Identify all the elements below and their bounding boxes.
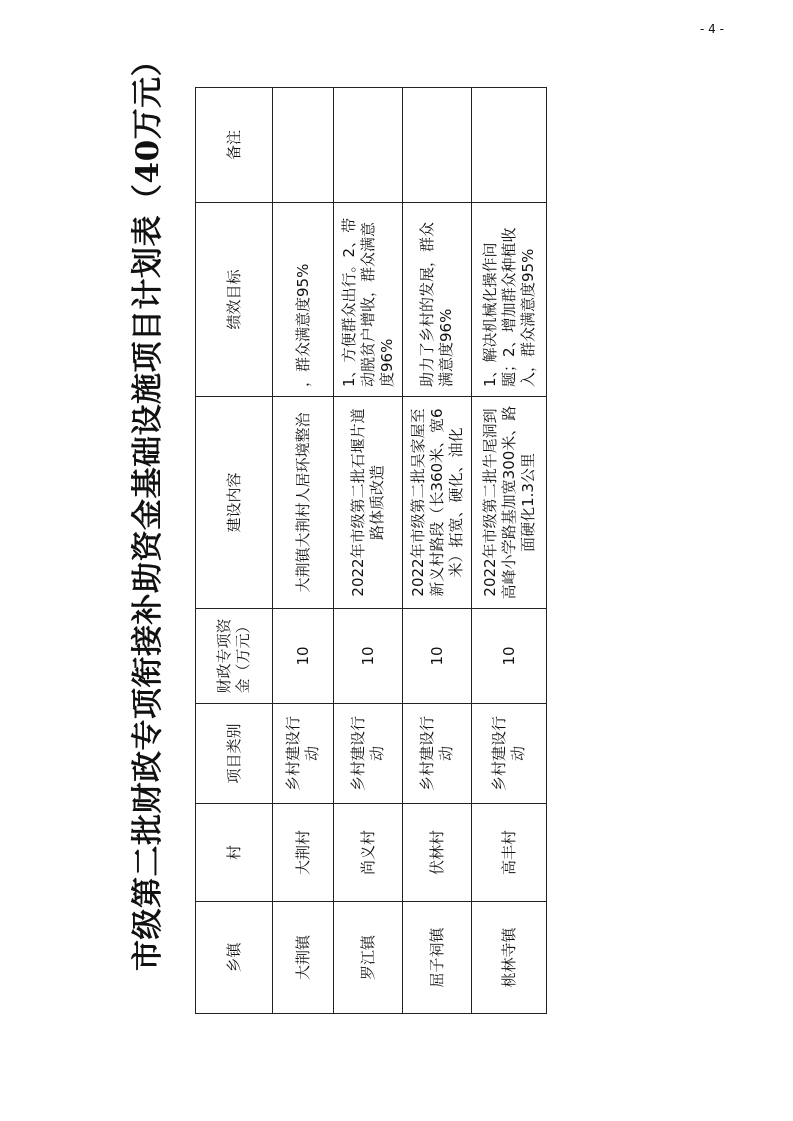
table-row: [403, 88, 472, 1014]
table-row: [273, 88, 334, 1014]
table-header-row: [196, 88, 273, 1014]
cell-content: 2022年市级第二批牛尾洞到高峰小学路基加宽300米、路面硬化1.3公里: [472, 397, 547, 609]
cell-town: 罗江镇: [334, 902, 403, 1014]
cell-village: 伏林村: [403, 804, 472, 902]
cell-village: 尚义村: [334, 804, 403, 902]
cell-category: 乡村建设行动: [334, 704, 403, 804]
cell-goal: 助力了乡村的发展，群众满意度96%: [403, 203, 472, 397]
cell-category: 乡村建设行动: [472, 704, 547, 804]
cell-remark: [403, 88, 472, 203]
cell-fund: 10: [472, 609, 547, 704]
page-number: - 4 -: [700, 22, 724, 37]
header-fund: 财政专项资金（万元）: [196, 609, 273, 704]
header-village: 村: [196, 804, 273, 902]
cell-goal: 1、解决机械化操作问题；2、增加群众种植收入，群众满意度95%: [472, 203, 547, 397]
cell-town: 桃林寺镇: [472, 902, 547, 1014]
header-town: 乡镇: [196, 902, 273, 1014]
project-plan-table: [195, 87, 547, 1014]
cell-goal: 1、方便群众出行。2、带动脱贫户增收，群众满意度96%: [334, 203, 403, 397]
header-remark: 备注: [196, 88, 273, 203]
table-row: [334, 88, 403, 1014]
header-goal: 绩效目标: [196, 203, 273, 397]
cell-town: 屈子祠镇: [403, 902, 472, 1014]
cell-village: 高丰村: [472, 804, 547, 902]
page-title: 市级第二批财政专项衔接补助资金基础设施项目计划表（40万元）: [130, 44, 166, 971]
cell-fund: 10: [273, 609, 334, 704]
cell-town: 大荆镇: [273, 902, 334, 1014]
table-row: [472, 88, 547, 1014]
header-category: 项目类别: [196, 704, 273, 804]
header-content: 建设内容: [196, 397, 273, 609]
cell-village: 大荆村: [273, 804, 334, 902]
cell-remark: [273, 88, 334, 203]
cell-content: 大荆镇大荆村人居环境整治: [273, 397, 334, 609]
cell-fund: 10: [334, 609, 403, 704]
cell-remark: [334, 88, 403, 203]
cell-fund: 10: [403, 609, 472, 704]
cell-content: 2022年市级第二批石堰片道路体质改造: [334, 397, 403, 609]
cell-content: 2022年市级第二批吴家屋至新义村路段（长360米、宽6米）拓宽、硬化、油化: [403, 397, 472, 609]
cell-remark: [472, 88, 547, 203]
cell-category: 乡村建设行动: [403, 704, 472, 804]
cell-goal: ，群众满意度95%: [273, 203, 334, 397]
cell-category: 乡村建设行动: [273, 704, 334, 804]
